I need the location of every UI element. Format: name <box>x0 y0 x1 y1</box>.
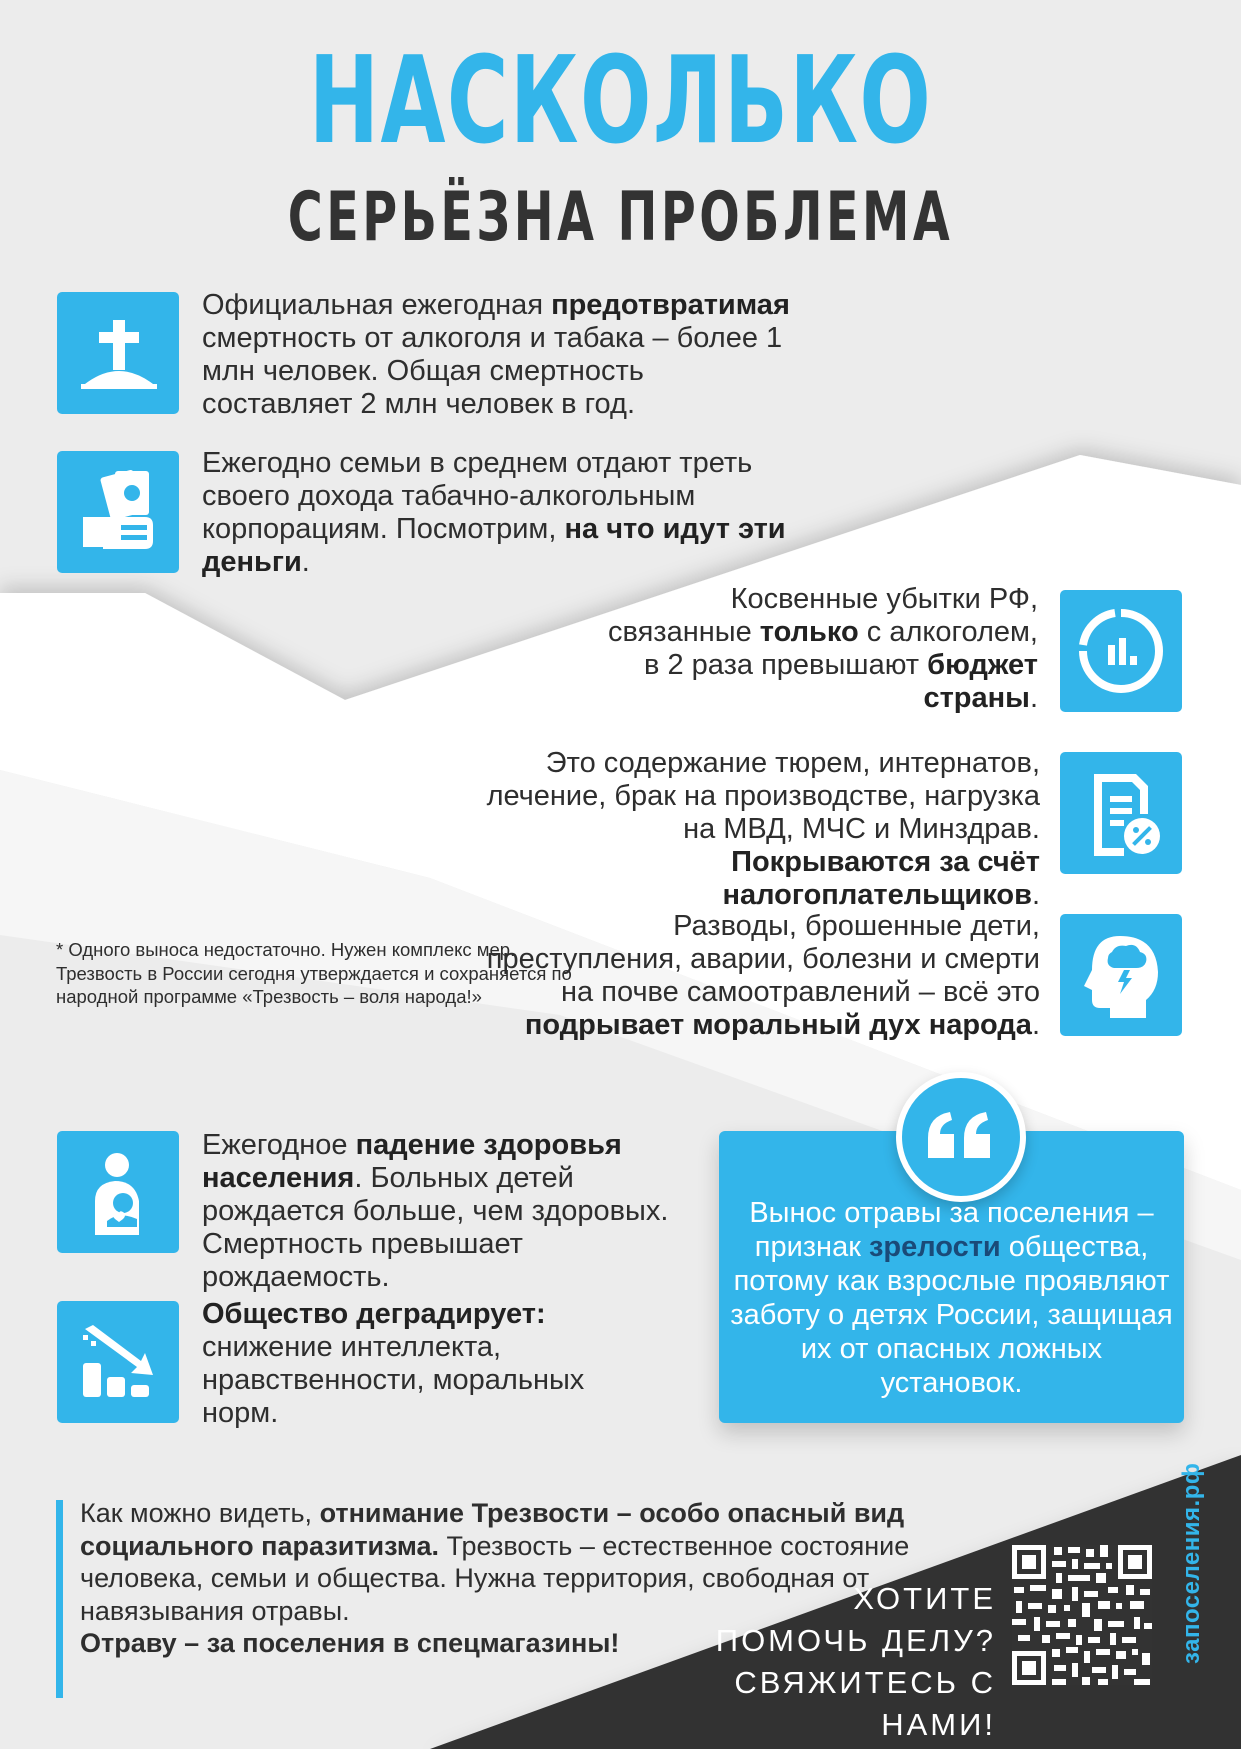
item-costs-text: Это содержание тюрем, интернатов, лечение, брак на производстве, нагрузка на МВД, МЧС и Минздрав. Покрываются за счёт налогоплательщиков. <box>486 747 1040 911</box>
title-line-2: СЕРЬЁЗНА ПРОБЛЕМА <box>287 178 954 257</box>
quote-text: Вынос отравы за поселения – признак зрелости общества, потому как взрослые проявляют заботу о детях России, защищая их от опасных ложных установок. <box>730 1197 1173 1399</box>
mother-child-icon <box>57 1131 179 1253</box>
site-url[interactable]: запоселения.рф <box>1178 1462 1205 1664</box>
footer-accent-bar <box>56 1500 63 1698</box>
item-morale-text: Разводы, брошенные дети, преступления, аварии, болезни и смерти на почве самоотравлений – всё это подрывает моральный дух народа. <box>486 910 1040 1041</box>
hand-money-icon <box>57 451 179 573</box>
item-income-text: Ежегодно семьи в среднем отдают треть своего дохода табачно-алкогольным корпорациям. Посмотрим, на что идут эти деньги. <box>202 447 786 578</box>
head-storm-icon <box>1060 914 1182 1036</box>
footnote: * Одного выноса недостаточно. Нужен комплекс мер. Трезвость в России сегодня утверждается и сохраняется по народной программе «Трезвость – воля народа!» <box>56 939 572 1007</box>
item-health-text: Ежегодное падение здоровья населения. Больных детей рождается больше, чем здоровых. Смертность превышает рождаемость. <box>202 1129 669 1293</box>
item-mortality-text: Официальная ежегодная предотвратимая смертность от алкоголя и табака – более 1 млн человек. Общая смертность составляет 2 млн человек в год. <box>202 289 790 420</box>
contact-callout <box>640 1578 996 1746</box>
document-percent-icon <box>1060 752 1182 874</box>
item-degradation-text: Общество деградирует: снижение интеллекта, нравственности, моральных норм. <box>202 1298 585 1429</box>
contact-line-1: ХОТИТЕ <box>853 1581 996 1616</box>
declining-chart-icon <box>57 1301 179 1423</box>
item-losses-text: Косвенные убытки РФ, связанные только с алкоголем, в 2 раза превышают бюджет страны. <box>608 583 1038 714</box>
contact-line-3: СВЯЖИТЕСЬ С НАМИ! <box>734 1665 996 1742</box>
grave-cross-icon <box>57 292 179 414</box>
contact-line-2: ПОМОЧЬ ДЕЛУ? <box>715 1623 996 1658</box>
pie-chart-icon <box>1060 590 1182 712</box>
footer-text: Как можно видеть, отнимание Трезвости – особо опасный вид социального паразитизма. Трезвость – естественное состояние человека, семьи и общества. Нужна территория, свободная от навязывания отравы. Отраву – за поселения в спецмагазины! <box>80 1498 910 1658</box>
qr-code-icon[interactable] <box>1012 1545 1152 1685</box>
title-line-1: НАСКОЛЬКО <box>308 32 933 171</box>
quote-marks-icon <box>896 1072 1026 1202</box>
